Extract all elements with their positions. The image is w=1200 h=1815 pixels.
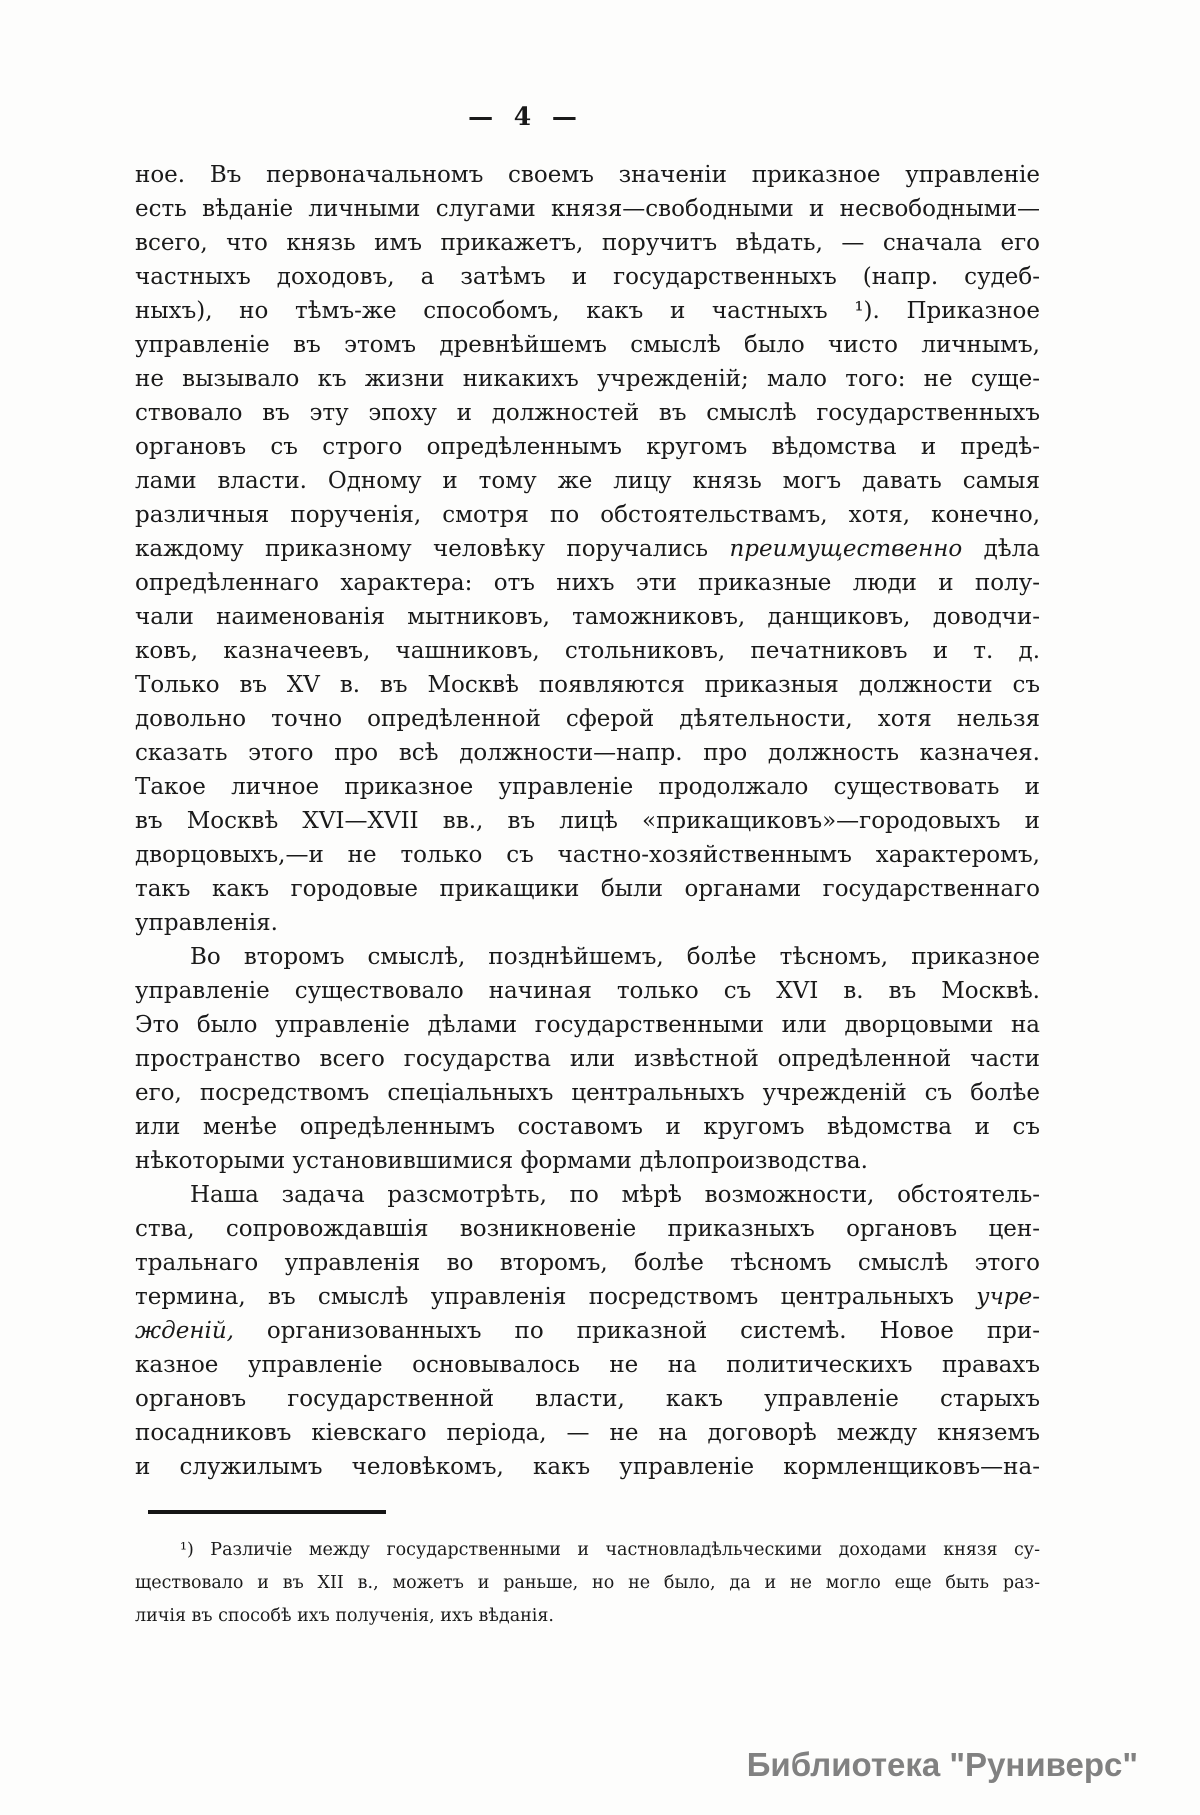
text-line: чали наименованія мытниковъ, таможниковъ, данщиковъ, доводчи- <box>135 604 1040 630</box>
text-line: дворцовыхъ,—и не только съ частно-хозяйственнымъ характеромъ, <box>135 842 1040 868</box>
text-line: въ Москвѣ XVI—XVII вв., въ лицѣ «прикащиковъ»—городовыхъ и <box>135 808 1040 834</box>
text-line: тральнаго управленія во второмъ, болѣе тѣсномъ смыслѣ этого <box>135 1250 1040 1276</box>
text-line: казное управленіе основывалось не на политическихъ правахъ <box>135 1352 1040 1378</box>
text-line: частныхъ доходовъ, а затѣмъ и государственныхъ (напр. судеб- <box>135 264 1040 290</box>
footnote-line: ¹) Различіе между государственными и частновладѣльческими доходами князя су- <box>180 1540 1040 1560</box>
text-line: ствовало въ эту эпоху и должностей въ смыслѣ государственныхъ <box>135 400 1040 426</box>
text-line: всего, что князь имъ прикажетъ, поручитъ вѣдать, — сначала его <box>135 230 1040 256</box>
text-line: посадниковъ кіевскаго періода, — не на договорѣ между княземъ <box>135 1420 1040 1446</box>
text-line: сказать этого про всѣ должности—напр. про должность казначея. <box>135 740 1040 766</box>
text-line <box>135 532 1040 566</box>
text-line: или менѣе опредѣленнымъ составомъ и кругомъ вѣдомства и съ <box>135 1114 1040 1140</box>
page-number: — 4 — <box>468 102 583 131</box>
text-line: Во второмъ смыслѣ, позднѣйшемъ, болѣе тѣсномъ, приказное <box>190 944 1040 970</box>
text-line: органовъ съ строго опредѣленнымъ кругомъ вѣдомства и предѣ- <box>135 434 1040 460</box>
text-line: такъ какъ городовые прикащики были органами государственнаго <box>135 876 1040 902</box>
text-line: Такое личное приказное управленіе продолжало существовать и <box>135 774 1040 800</box>
library-watermark: Библиотека "Руниверс" <box>746 1746 1138 1783</box>
text-segment-italic: преимущественно <box>729 536 963 562</box>
text-segment: каждому приказному человѣку поручались <box>135 536 730 562</box>
text-line: ковъ, казначеевъ, чашниковъ, стольниковъ, печатниковъ и т. д. <box>135 638 1040 664</box>
text-line: Это было управленіе дѣлами государственными или дворцовыми на <box>135 1012 1040 1038</box>
text-line: различныя порученія, смотря по обстоятельствамъ, хотя, конечно, <box>135 502 1040 528</box>
text-line: Только въ XV в. въ Москвѣ появляются приказныя должности съ <box>135 672 1040 698</box>
text-line: опредѣленнаго характера: отъ нихъ эти приказные люди и полу- <box>135 570 1040 596</box>
text-line: управленіе существовало начиная только съ XVI в. въ Москвѣ. <box>135 978 1040 1004</box>
text-segment: дѣла <box>962 536 1040 562</box>
text-line: пространство всего государства или извѣстной опредѣленной части <box>135 1046 1040 1072</box>
text-line: есть вѣданіе личными слугами князя—свободными и несвободными— <box>135 196 1040 222</box>
text-line: лами власти. Одному и тому же лицу князь могъ давать самыя <box>135 468 1040 494</box>
text-line <box>135 1280 1040 1314</box>
text-line: органовъ государственной власти, какъ управленіе старыхъ <box>135 1386 1040 1412</box>
text-line: Наша задача разсмотрѣть, по мѣрѣ возможности, обстоятель- <box>190 1182 1040 1208</box>
text-line <box>135 1314 1040 1348</box>
body-text <box>135 158 1040 1484</box>
text-line: ства, сопровождавшія возникновеніе приказныхъ органовъ цен- <box>135 1216 1040 1242</box>
text-segment: термина, въ смыслѣ управленія посредствомъ центральныхъ <box>135 1284 977 1310</box>
text-line: довольно точно опредѣленной сферой дѣятельности, хотя нельзя <box>135 706 1040 732</box>
text-line: и служилымъ человѣкомъ, какъ управленіе кормленщиковъ—на- <box>135 1454 1040 1480</box>
text-segment-italic: жденій, <box>135 1318 234 1344</box>
text-line: не вызывало къ жизни никакихъ учрежденій; мало того: не суще- <box>135 366 1040 392</box>
text-line: управленія. <box>135 910 278 936</box>
text-line: ное. Въ первоначальномъ своемъ значеніи приказное управленіе <box>135 162 1040 188</box>
footnote-separator <box>148 1510 386 1514</box>
text-segment: организованныхъ по приказной системѣ. Новое при- <box>233 1318 1040 1344</box>
footnote-line: ществовало и въ XII в., можетъ и раньше, но не было, да и не могло еще быть раз- <box>135 1573 1040 1593</box>
text-line: его, посредствомъ спеціальныхъ центральныхъ учрежденій съ болѣе <box>135 1080 1040 1106</box>
text-line: управленіе въ этомъ древнѣйшемъ смыслѣ было чисто личнымъ, <box>135 332 1040 358</box>
footnote <box>135 1534 1040 1633</box>
text-line: нѣкоторыми установившимися формами дѣлопроизводства. <box>135 1148 868 1174</box>
text-segment-italic: учре- <box>976 1284 1040 1310</box>
text-line: ныхъ), но тѣмъ-же способомъ, какъ и частныхъ ¹). Приказное <box>135 298 1040 324</box>
footnote-line: личія въ способѣ ихъ полученія, ихъ вѣданія. <box>135 1606 554 1626</box>
